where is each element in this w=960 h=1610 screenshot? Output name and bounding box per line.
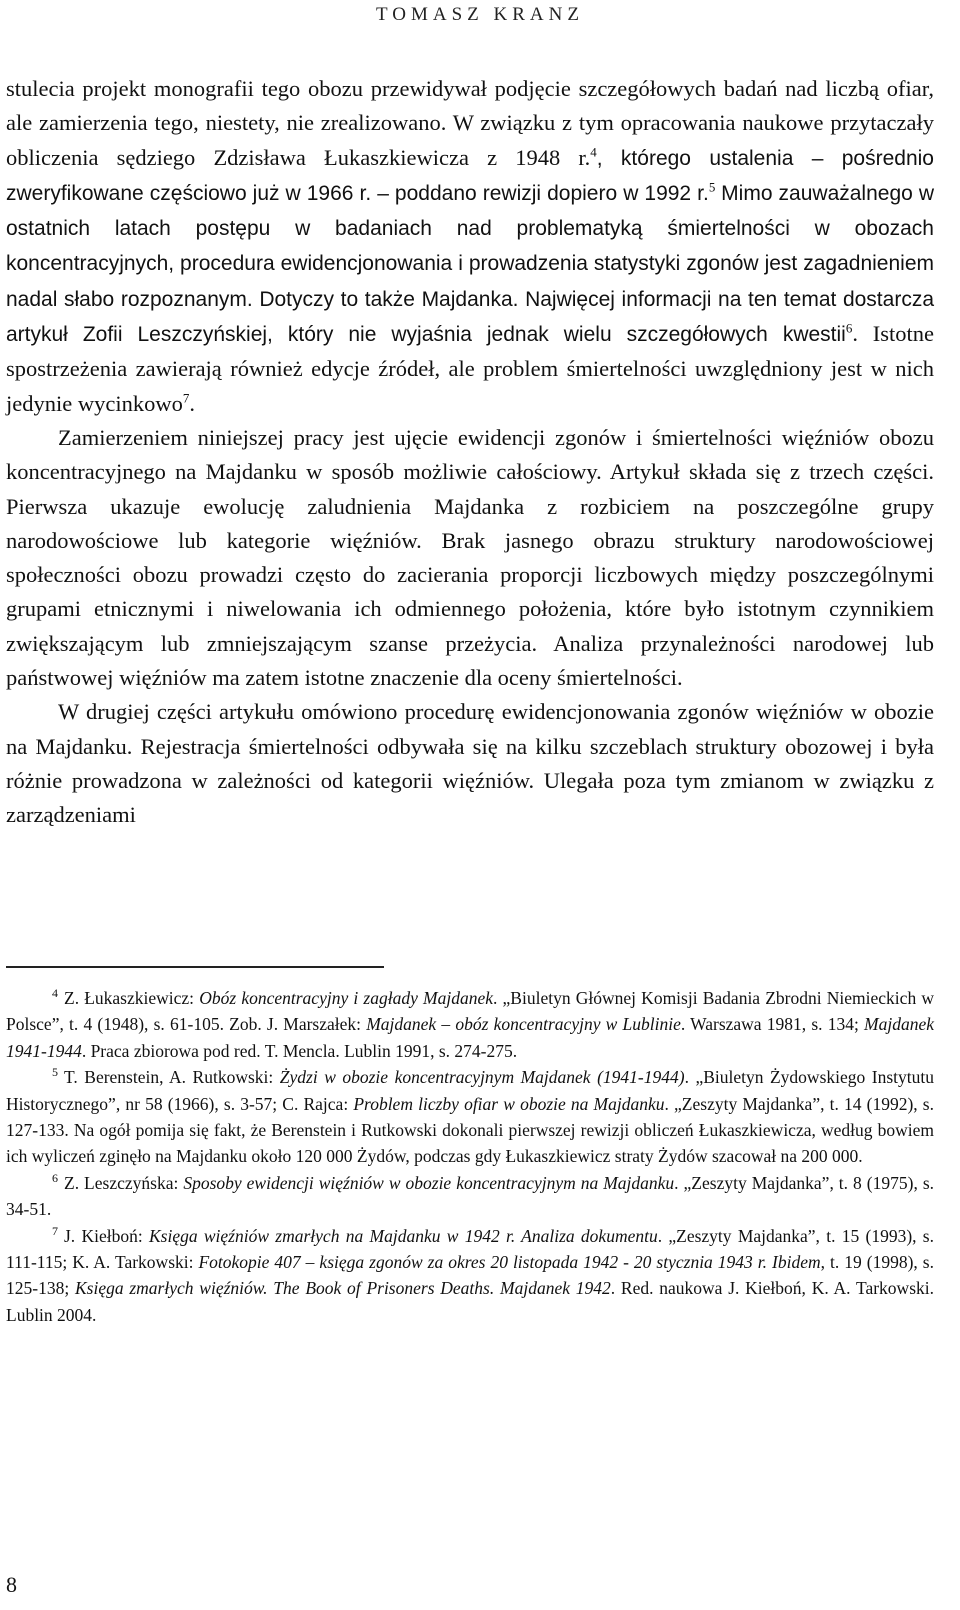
- paragraph-text: . Istotne spostrzeżenia zawierają również edycje źródeł, ale problem śmiertelności uwzględniony jest w nich jedynie wycinkowo: [6, 321, 934, 416]
- footnote-ref-6[interactable]: 6: [845, 320, 853, 336]
- running-header: TOMASZ KRANZ: [376, 4, 584, 25]
- footnote-4: [6, 985, 934, 1064]
- footnote-number: 7: [52, 1223, 58, 1238]
- footnote-6: [6, 1170, 934, 1223]
- footnote-text: . Warszawa 1981, s. 134;: [680, 1014, 865, 1035]
- footnote-title: Majdanek 1941-1944: [6, 1014, 934, 1061]
- footnote-7: [6, 1223, 934, 1329]
- footnote-text: J. Kiełboń:: [64, 1225, 149, 1246]
- paragraph-2: Zamierzeniem niniejszej pracy jest ujęcie ewidencji zgonów i śmiertelności więźniów obozu koncentracyjnego na Majdanku w sposób możliwie całościowy. Artykuł składa się z trzech części. Pierwsza ukazuje ewolucję zaludnienia Majdanka z rozbiciem na poszczególne grupy narodowościowe lub kategorie więźniów. Brak jasnego obrazu struktury narodowościowej społeczności obozu prowadzi często do zacierania proporcji liczbowych między poszczególnymi grupami etnicznymi i niwelowania ich odmiennego położenia, które było istotnym czynnikiem zwiększającym lub zmniejszającym szanse przeżycia. Analiza przynależności narodowej lub państwowej więźniów ma zatem istotne znaczenie dla oceny śmiertelności.: [6, 424, 934, 691]
- paragraph-text: Mimo zauważalnego w ostatnich latach postępu w badaniach nad problematyką śmiertelności w obozach koncentracyjnych, procedura ewidencjonowania i prowadzenia statystyki zgonów jest zagadnieniem nadal słabo rozpoznanym. Dotyczy to także Majdanka. Najwięcej informacji na ten temat dostarcza artykuł Zofii Leszczyńskiej, który nie wyjaśnia jednak wielu szczegółowych kwestii: [6, 181, 935, 347]
- paragraph-text: stulecia projekt monografii tego obozu przewidywał podjęcie szczegółowych badań nad liczbą ofiar, ale zamierzenia tego, niestety, nie zrealizowano. W związku z tym opracowania naukowe przytaczały obliczenia sędziego Zdzisława Łukaszkiewicza z 1948 r.: [6, 76, 934, 170]
- footnote-title: Problem liczby ofiar w obozie na Majdanku: [353, 1093, 665, 1114]
- footnote-number: 6: [52, 1171, 58, 1186]
- footnote-text: . „Zeszyty Majdanka”, t. 15 (1993), s. 111-115; K. A. Tarkowski:: [6, 1225, 934, 1273]
- footnote-title: Żydzi w obozie koncentracyjnym Majdanek (1941-1944): [279, 1067, 685, 1088]
- page-number: 8: [6, 1572, 17, 1597]
- paragraph-text: , którego ustalenia – pośrednio zweryfikowane częściowo już w 1966 r. – poddano rewizji dopiero w 1992 r.: [6, 146, 934, 205]
- footnote-text: . „Zeszyty Majdanka”, t. 8 (1975), s. 34-51.: [6, 1172, 934, 1220]
- footnote-text: . Red. naukowa J. Kiełboń, K. A. Tarkowski. Lublin 2004.: [6, 1278, 934, 1325]
- footnote-ref-5[interactable]: 5: [708, 179, 716, 195]
- paragraph-3: W drugiej części artykułu omówiono procedurę ewidencjonowania zgonów więźniów w obozie na Majdanku. Rejestracja śmiertelności odbywała się na kilku szczeblach struktury obozowej i była różnie prowadzona w zależności od kategorii więźniów. Ulegała poza tym zmianom w związku z zarządzeniami: [6, 699, 934, 828]
- footnote-number: 5: [52, 1065, 58, 1080]
- footnote-text: , t. 19 (1998), s. 125-138;: [6, 1252, 934, 1299]
- paragraph-text: .: [189, 390, 195, 416]
- footnote-text: . Praca zbiorowa pod red. T. Mencla. Lublin 1991, s. 274-275.: [81, 1040, 518, 1061]
- footnote-5: [6, 1064, 934, 1170]
- footnote-text: . „Biuletyn Głównej Komisji Badania Zbrodni Niemieckich w Polsce”, t. 4 (1948), s. 61-105. Zob. J. Marszałek:: [6, 988, 934, 1035]
- footnote-text: Z. Łukaszkiewicz:: [64, 988, 200, 1008]
- footnotes: [6, 985, 934, 1328]
- footnote-text: Z. Leszczyńska:: [64, 1172, 184, 1193]
- paragraph-1: [6, 72, 934, 421]
- footnote-title: Majdanek – obóz koncentracyjny w Lublinie: [366, 1014, 681, 1035]
- body-text: [6, 72, 934, 833]
- footnote-ref-7[interactable]: 7: [182, 390, 190, 406]
- footnote-ref-4[interactable]: 4: [590, 144, 597, 160]
- footnote-number: 4: [52, 986, 58, 1001]
- footnote-title: Księga więźniów zmarłych na Majdanku w 1942 r. Analiza dokumentu: [148, 1225, 658, 1246]
- footnote-text: T. Berenstein, A. Rutkowski:: [64, 1067, 280, 1088]
- footnote-text: . „Biuletyn Żydowskiego Instytutu Historycznego”, nr 58 (1966), s. 3-57; C. Rajca:: [6, 1067, 934, 1114]
- footnote-title: Sposoby ewidencji więźniów w obozie koncentracyjnym na Majdanku: [183, 1172, 675, 1193]
- footnote-separator: [6, 966, 384, 968]
- footnote-title: Obóz koncentracyjny i zagłady Majdanek: [199, 988, 493, 1008]
- footnote-title: Fotokopie 407 – księga zgonów za okres 20 listopada 1942 - 20 stycznia 1943 r. Ibidem: [198, 1252, 821, 1273]
- footnote-text: . „Zeszyty Majdanka”, t. 14 (1992), s. 127-133. Na ogół pomija się fakt, że Berenstein i Rutkowski dokonali pierwszej rewizji obliczeń Łukaszkiewicza, według bowiem ich wyliczeń zginęło na Majdanku około 120 000 Żydów, podczas gdy Łukaszkiewicz straty Żydów szacował na 200 000.: [6, 1093, 934, 1167]
- footnote-title: Księga zmarłych więźniów. The Book of Prisoners Deaths. Majdanek 1942: [74, 1278, 611, 1299]
